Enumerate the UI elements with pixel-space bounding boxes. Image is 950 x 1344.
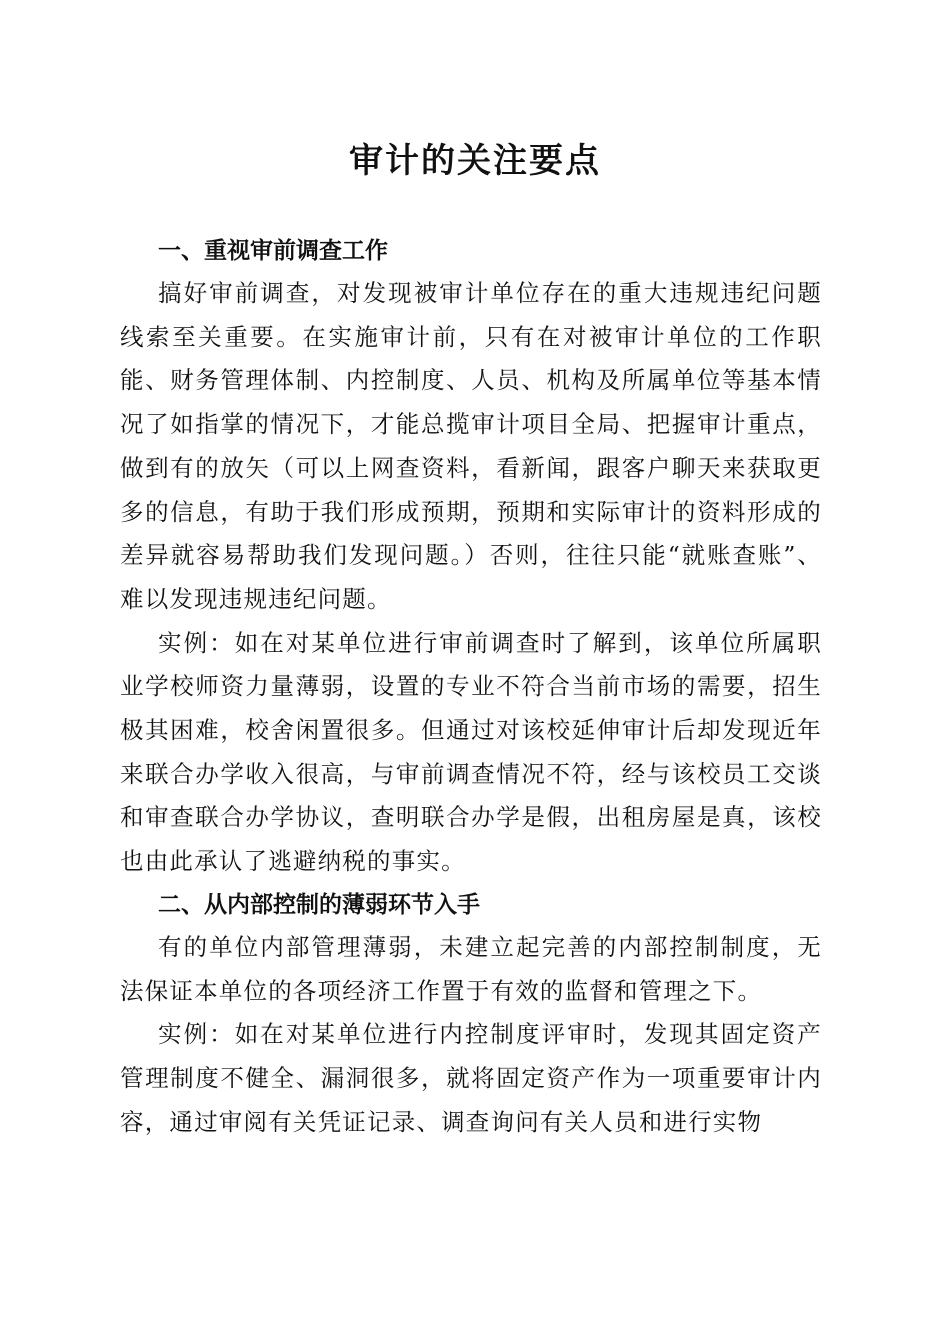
document-body	[120, 230, 822, 1144]
section-heading-1: 一、重视审前调查工作	[158, 238, 388, 264]
document-title: 审计的关注要点	[349, 141, 601, 181]
section-2-paragraph-2: 实例：如在对某单位进行内控制度评审时，发现其固定资产管理制度不健全、漏洞很多，就将固定资产作为一项重要审计内容，通过审阅有关凭证记录、调查询问有关人员和进行实物	[120, 1020, 822, 1136]
section-1-paragraph-1: 搞好审前调查，对发现被审计单位存在的重大违规违纪问题线索至关重要。在实施审计前，只有在对被审计单位的工作职能、财务管理体制、内控制度、人员、机构及所属单位等基本情况了如指掌的情况下，才能总揽审计项目全局、把握审计重点，做到有的放矢（可以上网查资料，看新闻，跟客户聊天来获取更多的信息，有助于我们形成预期，预期和实际审计的资料形成的差异就容易帮助我们发现问题。）否则，往往只能“就账查账”、难以发现违规违纪问题。	[120, 279, 822, 613]
section-1-paragraph-2: 实例：如在对某单位进行审前调查时了解到，该单位所属职业学校师资力量薄弱，设置的专业不符合当前市场的需要，招生极其困难，校舍闲置很多。但通过对该校延伸审计后却发现近年来联合办学收入很高，与审前调查情况不符，经与该校员工交谈和审查联合办学协议，查明联合办学是假，出租房屋是真，该校也由此承认了逃避纳税的事实。	[120, 628, 822, 876]
section-heading-2: 二、从内部控制的薄弱环节入手	[158, 891, 480, 918]
section-2-paragraph-1: 有的单位内部管理薄弱，未建立起完善的内部控制制度，无法保证本单位的各项经济工作置于有效的监督和管理之下。	[120, 932, 822, 1005]
